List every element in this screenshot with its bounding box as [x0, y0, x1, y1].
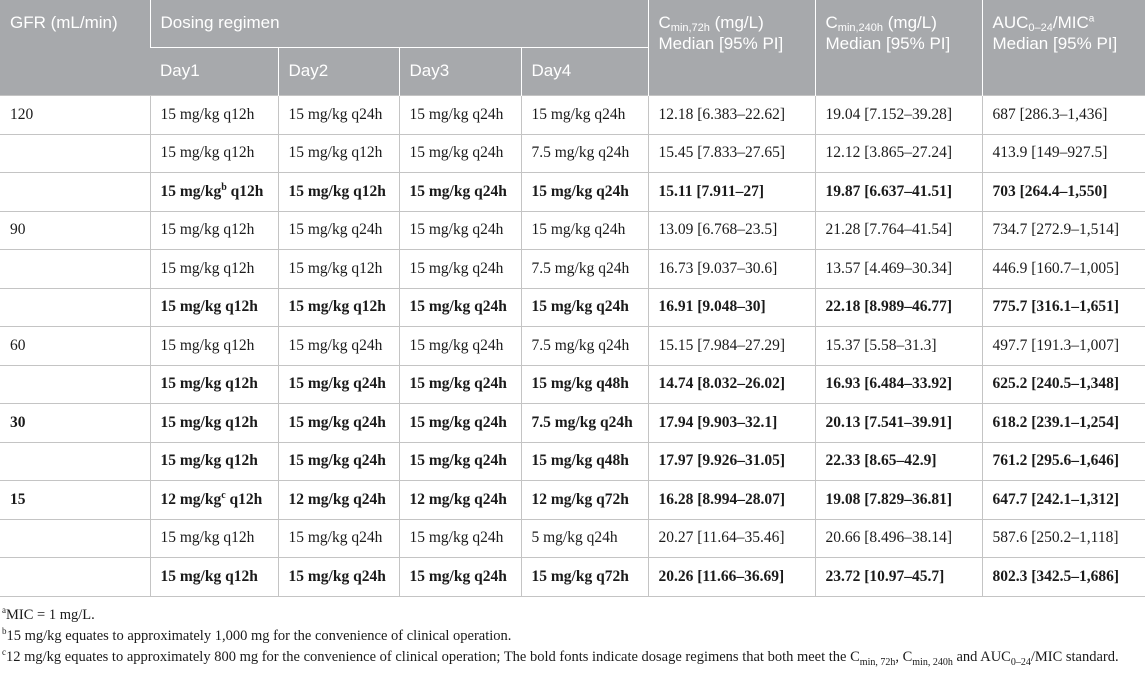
cell-gfr: 30: [0, 404, 150, 443]
cell-auc-mic: 761.2 [295.6–1,646]: [982, 442, 1145, 481]
cell-day1: 12 $mg/kg^c$ q12h: [150, 481, 278, 520]
cell-day3: 15 mg/kg q24h: [399, 365, 521, 404]
footnotes: [0, 597, 1145, 667]
cell-gfr: [0, 365, 150, 404]
cell-auc-mic: 497.7 [191.3–1,007]: [982, 327, 1145, 366]
cell-day1: 15 mg/kg q12h: [150, 404, 278, 443]
header-day2: Day2: [278, 48, 399, 96]
header-cmin-72h: $C_{min,72h}$ (mg/L) Median [95% PI]: [648, 0, 815, 96]
cell-day1: 15 mg/kg q12h: [150, 365, 278, 404]
cell-day4: 15 mg/kg q24h: [521, 211, 648, 250]
cell-cmin-240h: 20.13 [7.541–39.91]: [815, 404, 982, 443]
cell-auc-mic: 618.2 [239.1–1,254]: [982, 404, 1145, 443]
table-header: [0, 0, 1145, 96]
cell-auc-mic: 587.6 [250.2–1,118]: [982, 519, 1145, 558]
header-cmin-240h: $C_{min,240h}$ (mg/L) Median [95% PI]: [815, 0, 982, 96]
header-dosing-regimen: Dosing regimen: [150, 0, 648, 48]
cell-cmin-72h: 15.45 [7.833–27.65]: [648, 134, 815, 173]
cell-gfr: [0, 250, 150, 289]
cell-cmin-72h: 17.97 [9.926–31.05]: [648, 442, 815, 481]
cell-day1: 15 mg/kg q12h: [150, 134, 278, 173]
cell-cmin-240h: 12.12 [3.865–27.24]: [815, 134, 982, 173]
cell-day4: 7.5 mg/kg q24h: [521, 327, 648, 366]
cell-day3: 12 mg/kg q24h: [399, 481, 521, 520]
cell-day2: 15 mg/kg q12h: [278, 288, 399, 327]
cell-gfr: 90: [0, 211, 150, 250]
cell-day4: 15 mg/kg q24h: [521, 96, 648, 135]
cell-cmin-72h: 17.94 [9.903–32.1]: [648, 404, 815, 443]
cell-cmin-240h: 20.66 [8.496–38.14]: [815, 519, 982, 558]
cell-day3: 15 mg/kg q24h: [399, 442, 521, 481]
footnote-a: $^a$MIC = 1 mg/L.: [2, 604, 95, 623]
table-row: [0, 365, 1145, 404]
header-gfr: GFR (mL/min): [0, 0, 150, 96]
cell-day1: 15 mg/kg q12h: [150, 558, 278, 597]
table-row: [0, 404, 1145, 443]
cell-day3: 15 mg/kg q24h: [399, 558, 521, 597]
cell-day3: 15 mg/kg q24h: [399, 211, 521, 250]
table-row: [0, 481, 1145, 520]
table-row: [0, 327, 1145, 366]
cell-auc-mic: 413.9 [149–927.5]: [982, 134, 1145, 173]
cell-cmin-72h: 20.27 [11.64–35.46]: [648, 519, 815, 558]
cell-cmin-240h: 22.18 [8.989–46.77]: [815, 288, 982, 327]
cell-cmin-72h: 16.73 [9.037–30.6]: [648, 250, 815, 289]
cell-day1: 15 mg/kg q12h: [150, 442, 278, 481]
cell-day4: 7.5 mg/kg q24h: [521, 404, 648, 443]
table-row: [0, 134, 1145, 173]
cell-gfr: [0, 558, 150, 597]
cell-cmin-72h: 14.74 [8.032–26.02]: [648, 365, 815, 404]
cell-cmin-72h: 16.28 [8.994–28.07]: [648, 481, 815, 520]
cell-day4: 15 mg/kg q48h: [521, 365, 648, 404]
table-row: [0, 442, 1145, 481]
table-row: [0, 250, 1145, 289]
cell-cmin-72h: 16.91 [9.048–30]: [648, 288, 815, 327]
cell-day1: 15 mg/kg q12h: [150, 211, 278, 250]
cell-cmin-240h: 22.33 [8.65–42.9]: [815, 442, 982, 481]
cell-day2: 15 mg/kg q24h: [278, 211, 399, 250]
cell-auc-mic: 647.7 [242.1–1,312]: [982, 481, 1145, 520]
cell-day1: 15 mg/kg q12h: [150, 96, 278, 135]
table-row: [0, 173, 1145, 212]
cell-auc-mic: 687 [286.3–1,436]: [982, 96, 1145, 135]
cell-gfr: 60: [0, 327, 150, 366]
cell-day2: 15 mg/kg q12h: [278, 173, 399, 212]
cell-day4: 15 mg/kg q72h: [521, 558, 648, 597]
cell-day2: 12 mg/kg q24h: [278, 481, 399, 520]
cell-auc-mic: 734.7 [272.9–1,514]: [982, 211, 1145, 250]
cell-day2: 15 mg/kg q24h: [278, 558, 399, 597]
cell-day2: 15 mg/kg q24h: [278, 96, 399, 135]
cell-day3: 15 mg/kg q24h: [399, 327, 521, 366]
cell-cmin-72h: 15.15 [7.984–27.29]: [648, 327, 815, 366]
cell-auc-mic: 446.9 [160.7–1,005]: [982, 250, 1145, 289]
cell-day3: 15 mg/kg q24h: [399, 250, 521, 289]
cell-auc-mic: 703 [264.4–1,550]: [982, 173, 1145, 212]
cell-cmin-72h: 13.09 [6.768–23.5]: [648, 211, 815, 250]
header-row-1: [0, 0, 1145, 48]
cell-gfr: 15: [0, 481, 150, 520]
table-row: [0, 96, 1145, 135]
cell-cmin-240h: 19.08 [7.829–36.81]: [815, 481, 982, 520]
cell-gfr: [0, 519, 150, 558]
cell-day2: 15 mg/kg q24h: [278, 404, 399, 443]
cell-cmin-240h: 19.04 [7.152–39.28]: [815, 96, 982, 135]
cell-cmin-240h: 23.72 [10.97–45.7]: [815, 558, 982, 597]
cell-day2: 15 mg/kg q24h: [278, 442, 399, 481]
cell-day1: 15 mg/kg q12h: [150, 250, 278, 289]
cell-day1: 15 $mg/kg^b$ q12h: [150, 173, 278, 212]
cell-cmin-72h: 20.26 [11.66–36.69]: [648, 558, 815, 597]
cell-day4: 15 mg/kg q24h: [521, 173, 648, 212]
cell-cmin-240h: 19.87 [6.637–41.51]: [815, 173, 982, 212]
cell-day4: 15 mg/kg q24h: [521, 288, 648, 327]
cell-day2: 15 mg/kg q12h: [278, 250, 399, 289]
cell-day3: 15 mg/kg q24h: [399, 96, 521, 135]
cell-day4: 7.5 mg/kg q24h: [521, 134, 648, 173]
header-auc-mic: $AUC_{0-24}/MIC^a$ Median [95% PI]: [982, 0, 1145, 96]
cell-day3: 15 mg/kg q24h: [399, 519, 521, 558]
cell-gfr: 120: [0, 96, 150, 135]
footnote-c: $^c$12 mg/kg equates to approximately 800 mg for the convenience of clinical operation; The bold fonts indicate dosage regimens that both meet the $C_{min, 72h}$, $C_{min, 240h}$ and $AUC_{0-24}$/MIC standard.: [2, 646, 1119, 668]
cell-day4: 5 mg/kg q24h: [521, 519, 648, 558]
table-row: [0, 558, 1145, 597]
cell-day2: 15 mg/kg q24h: [278, 519, 399, 558]
cell-gfr: [0, 442, 150, 481]
header-day4: Day4: [521, 48, 648, 96]
header-day1: Day1: [150, 48, 278, 96]
cell-day4: 7.5 mg/kg q24h: [521, 250, 648, 289]
cell-day2: 15 mg/kg q24h: [278, 365, 399, 404]
cell-cmin-72h: 12.18 [6.383–22.62]: [648, 96, 815, 135]
cell-cmin-72h: 15.11 [7.911–27]: [648, 173, 815, 212]
cell-auc-mic: 802.3 [342.5–1,686]: [982, 558, 1145, 597]
cell-cmin-240h: 16.93 [6.484–33.92]: [815, 365, 982, 404]
cell-day1: 15 mg/kg q12h: [150, 327, 278, 366]
cell-day3: 15 mg/kg q24h: [399, 173, 521, 212]
table-body: [0, 96, 1145, 597]
cell-auc-mic: 775.7 [316.1–1,651]: [982, 288, 1145, 327]
cell-day2: 15 mg/kg q24h: [278, 327, 399, 366]
cell-day3: 15 mg/kg q24h: [399, 134, 521, 173]
table-row: [0, 211, 1145, 250]
header-day3: Day3: [399, 48, 521, 96]
cell-cmin-240h: 13.57 [4.469–30.34]: [815, 250, 982, 289]
cell-cmin-240h: 21.28 [7.764–41.54]: [815, 211, 982, 250]
cell-auc-mic: 625.2 [240.5–1,348]: [982, 365, 1145, 404]
cell-cmin-240h: 15.37 [5.58–31.3]: [815, 327, 982, 366]
cell-day3: 15 mg/kg q24h: [399, 288, 521, 327]
table-row: [0, 288, 1145, 327]
cell-day1: 15 mg/kg q12h: [150, 519, 278, 558]
cell-day4: 15 mg/kg q48h: [521, 442, 648, 481]
cell-day3: 15 mg/kg q24h: [399, 404, 521, 443]
footnote-b: $^b$15 mg/kg equates to approximately 1,000 mg for the convenience of clinical operation.: [2, 625, 512, 644]
cell-gfr: [0, 134, 150, 173]
cell-day1: 15 mg/kg q12h: [150, 288, 278, 327]
cell-day2: 15 mg/kg q12h: [278, 134, 399, 173]
cell-gfr: [0, 288, 150, 327]
cell-day4: 12 mg/kg q72h: [521, 481, 648, 520]
table-row: [0, 519, 1145, 558]
cell-gfr: [0, 173, 150, 212]
